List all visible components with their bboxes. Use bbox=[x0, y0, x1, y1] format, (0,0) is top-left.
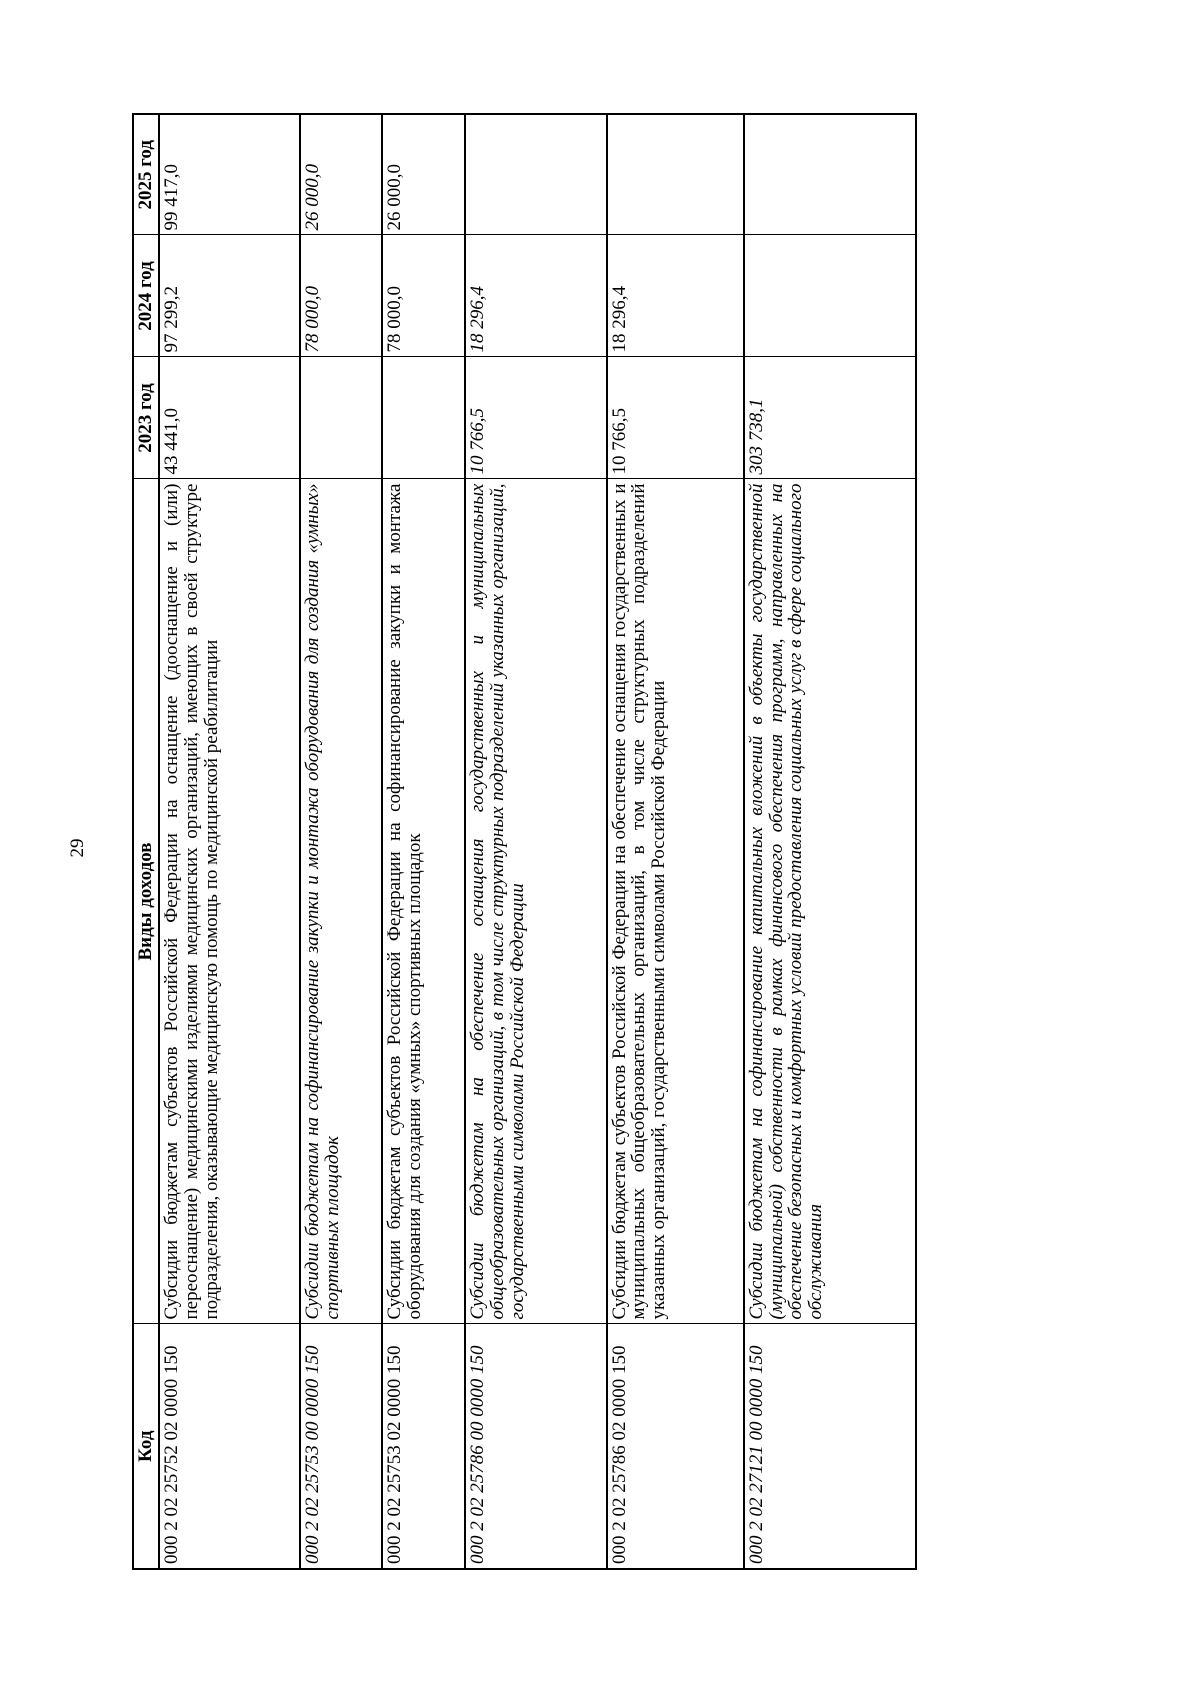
table-row bbox=[744, 114, 916, 1569]
row-code: 000 2 02 25786 00 0000 150 bbox=[465, 1324, 606, 1569]
revenue-table bbox=[132, 113, 917, 1570]
table-body bbox=[159, 114, 916, 1569]
row-code: 000 2 02 25786 02 0000 150 bbox=[607, 1324, 744, 1569]
row-value-2023: 10 766,5 bbox=[465, 357, 606, 479]
header-2023: 2023 год bbox=[133, 357, 159, 479]
row-code: 000 2 02 27121 00 0000 150 bbox=[744, 1324, 916, 1569]
row-value-2023: 10 766,5 bbox=[607, 357, 744, 479]
row-code: 000 2 02 25752 02 0000 150 bbox=[159, 1324, 300, 1569]
row-value-2025: 99 417,0 bbox=[159, 114, 300, 235]
row-code: 000 2 02 25753 00 0000 150 bbox=[300, 1324, 381, 1569]
row-value-2025 bbox=[607, 114, 744, 235]
row-description: Субсидии бюджетам субъектов Российской Федерации на обеспечение оснащения государственных и муниципальных общеобразовательных организаций, в том числе структурных подразделений указанных организаций, государственными символами Российской Федерации bbox=[607, 479, 744, 1324]
row-value-2024: 78 000,0 bbox=[300, 235, 381, 357]
table-row bbox=[607, 114, 744, 1569]
table-header bbox=[133, 114, 159, 1569]
row-value-2023: 43 441,0 bbox=[159, 357, 300, 479]
row-value-2023 bbox=[300, 357, 381, 479]
row-value-2024: 18 296,4 bbox=[465, 235, 606, 357]
header-description: Виды доходов bbox=[133, 479, 159, 1324]
header-2024: 2024 год bbox=[133, 235, 159, 357]
row-value-2025 bbox=[744, 114, 916, 235]
table-row bbox=[382, 114, 466, 1569]
rotated-table-container bbox=[132, 115, 917, 1570]
row-description: Субсидии бюджетам на софинансирование капитальных вложений в объекты государственной (муниципальной) собственности в рамках финансового обеспечения программ, направленных на обеспечение безопасных и комфортных условий предоставления социальных услуг в сфере социального обслуживания bbox=[744, 479, 916, 1324]
row-description: Субсидии бюджетам субъектов Российской Федерации на софинансирование закупки и монтажа оборудования для создания «умных» спортивных площадок bbox=[382, 479, 466, 1324]
row-value-2024: 78 000,0 bbox=[382, 235, 466, 357]
row-value-2024 bbox=[744, 235, 916, 357]
row-value-2025: 26 000,0 bbox=[300, 114, 381, 235]
row-description: Субсидии бюджетам субъектов Российской Федерации на оснащение (дооснащение и (или) переоснащение) медицинскими изделиями медицинских организаций, имеющих в своей структуре подразделения, оказывающие медицинскую помощь по медицинской реабилитации bbox=[159, 479, 300, 1324]
row-value-2024: 18 296,4 bbox=[607, 235, 744, 357]
table-row bbox=[300, 114, 381, 1569]
table-row bbox=[159, 114, 300, 1569]
row-value-2023 bbox=[382, 357, 466, 479]
page-number: 29 bbox=[67, 838, 88, 858]
header-row bbox=[133, 114, 159, 1569]
row-value-2023: 303 738,1 bbox=[744, 357, 916, 479]
table-row bbox=[465, 114, 606, 1569]
row-value-2025: 26 000,0 bbox=[382, 114, 466, 235]
row-value-2025 bbox=[465, 114, 606, 235]
row-description: Субсидии бюджетам на софинансирование закупки и монтажа оборудования для создания «умных» спортивных площадок bbox=[300, 479, 381, 1324]
header-2025: 2025 год bbox=[133, 114, 159, 235]
row-value-2024: 97 299,2 bbox=[159, 235, 300, 357]
header-code: Код bbox=[133, 1324, 159, 1569]
row-description: Субсидии бюджетам на обеспечение оснащения государственных и муниципальных общеобразовательных организаций, в том числе структурных подразделений указанных организаций, государственными символами Российской Федерации bbox=[465, 479, 606, 1324]
row-code: 000 2 02 25753 02 0000 150 bbox=[382, 1324, 466, 1569]
